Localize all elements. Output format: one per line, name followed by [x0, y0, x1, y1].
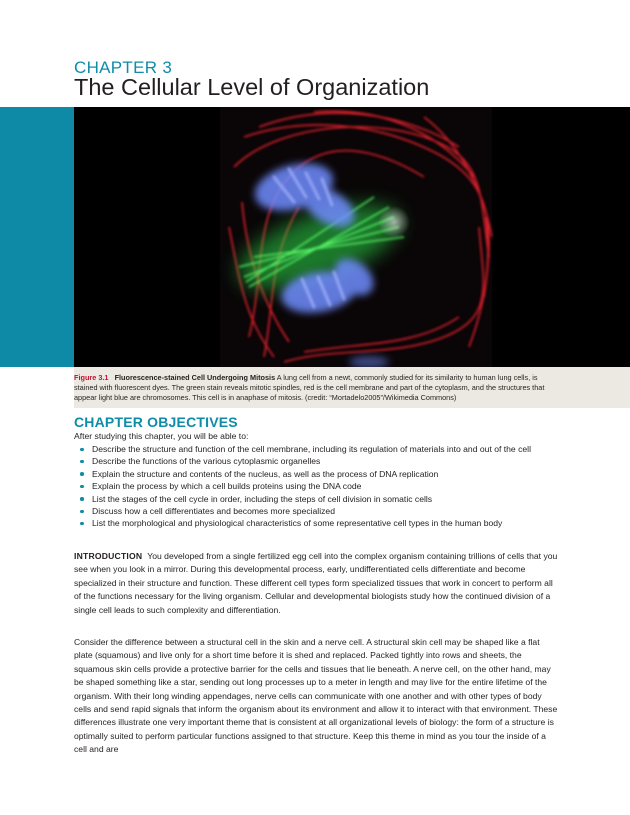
- introduction-label: INTRODUCTION: [74, 551, 143, 561]
- figure-image: [74, 107, 630, 367]
- chapter-title: The Cellular Level of Organization: [74, 74, 430, 100]
- objective-item: Explain the process by which a cell builds proteins using the DNA code: [74, 480, 574, 492]
- figure-title: Fluorescence-stained Cell Undergoing Mitosis: [114, 373, 276, 382]
- mitosis-micrograph: [74, 107, 630, 367]
- introduction-paragraph: [74, 550, 558, 617]
- figure-caption: [74, 373, 554, 403]
- objective-item: Describe the structure and function of the cell membrane, including its regulation of materials into and out of the cell: [74, 443, 574, 455]
- objectives-list: [74, 443, 574, 530]
- figure-caption-text: A lung cell from a newt, commonly studied for its similarity to human lung cells, is stained with fluorescent dyes. The green stain reveals mitotic spindles, red is the cell membrane and part of the cytoplasm, and the structures that appear light blue are chromosomes. This cell is in anaphase of mitosis. (credit: “Mortadelo2005”/Wikimedia Commons): [74, 373, 545, 402]
- chapter-label: CHAPTER 3: [74, 58, 173, 77]
- objectives-intro: After studying this chapter, you will be able to:: [74, 431, 249, 441]
- objective-item: List the stages of the cell cycle in order, including the steps of cell division in somatic cells: [74, 493, 574, 505]
- teal-accent-band: [0, 107, 74, 367]
- figure-number: Figure 3.1: [74, 373, 109, 382]
- objective-item: List the morphological and physiological characteristics of some representative cell types in the human body: [74, 517, 574, 529]
- objective-item: Discuss how a cell differentiates and becomes more specialized: [74, 505, 574, 517]
- objective-item: Describe the functions of the various cytoplasmic organelles: [74, 455, 574, 467]
- objective-item: Explain the structure and contents of the nucleus, as well as the process of DNA replication: [74, 468, 574, 480]
- body-paragraph: Consider the difference between a structural cell in the skin and a nerve cell. A structural skin cell may be shaped like a flat plate (squamous) and live only for a short time before it is shed and replaced. Packed tightly into rows and sheets, the squamous skin cells provide a protective barrier for the cells and tissues that lie beneath. A nerve cell, on the other hand, may be shaped something like a star, sending out long processes up to a meter in length and may live for the entire lifetime of the organism. With their long winding appendages, nerve cells can communicate with one another and with other types of body cells and send rapid signals that inform the organism about its environment and allow it to interact with that environment. These differences illustrate one very important theme that is consistent at all organizational levels of biology: the form of a structure is optimally suited to perform particular functions assigned to that structure. Keep this theme in mind as you tour the inside of a cell and are: [74, 637, 558, 755]
- objectives-heading: CHAPTER OBJECTIVES: [74, 414, 238, 430]
- introduction-text: You developed from a single fertilized egg cell into the complex organism containing trillions of cells that you see when you look in a mirror. During this developmental process, early, undifferentiated cells differentiate and become specialized in their structure and function. These different cell types form specialized tissues that work in concert to perform all of the functions necessary for the living organism. Cellular and developmental biologists study how the continued division of a single cell leads to such complexity and differentiation.: [74, 551, 558, 615]
